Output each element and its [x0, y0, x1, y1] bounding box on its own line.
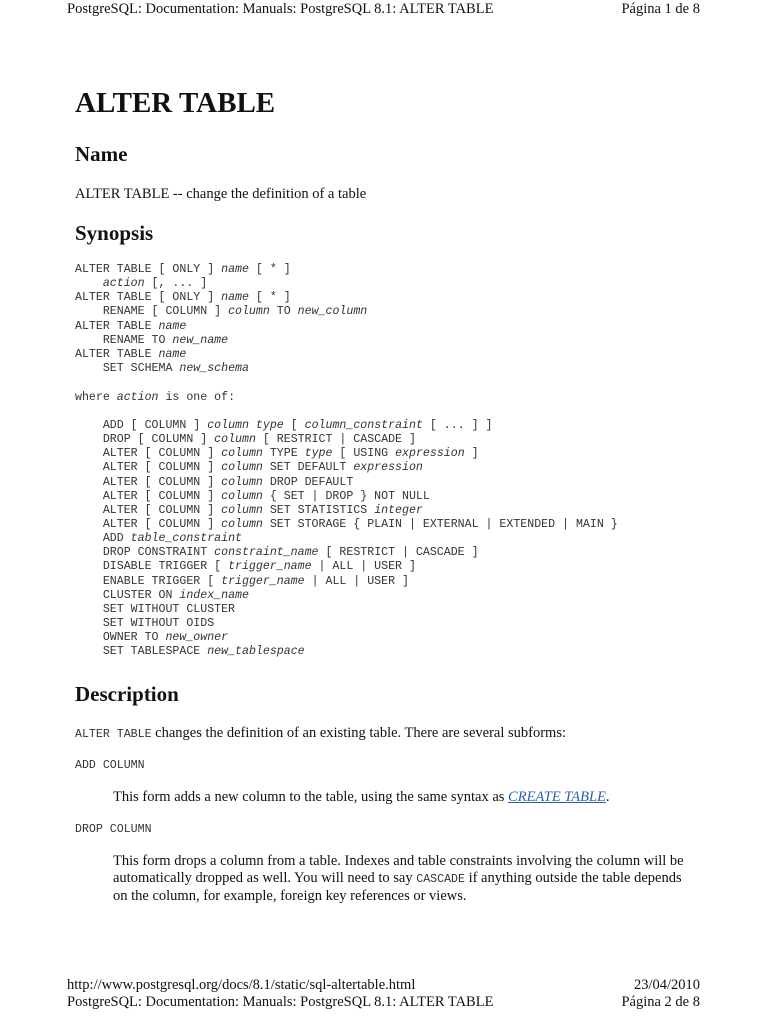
- code-placeholder: action: [102, 277, 145, 291]
- drop-column-definition: [113, 853, 698, 905]
- code-text: ALTER [ COLUMN ]: [75, 517, 222, 531]
- action-line: [75, 560, 618, 574]
- code-text: ALTER TABLE [ ONLY ]: [75, 263, 222, 276]
- code-text: ALTER [ COLUMN ]: [75, 447, 222, 461]
- code-placeholder: name: [221, 291, 249, 305]
- description-intro: [75, 725, 566, 743]
- code-text: ADD [ COLUMN ]: [75, 419, 208, 432]
- code-placeholder: expression: [395, 447, 465, 461]
- action-line: [75, 546, 618, 560]
- code-text: [ * ]: [248, 263, 291, 276]
- synopsis-line: [75, 348, 367, 362]
- synopsis-heading: Synopsis: [75, 221, 154, 245]
- code-text: [: [283, 419, 305, 432]
- code-text: SET WITHOUT OIDS: [75, 616, 215, 630]
- add-column-text: This form adds a new column to the table, using the same syntax as: [113, 789, 509, 805]
- footer-page-indicator: Página 2 de 8: [621, 994, 700, 1010]
- code-text: RENAME TO: [75, 333, 173, 347]
- description-heading: Description: [75, 682, 179, 706]
- action-line: [75, 419, 618, 433]
- name-text: ALTER TABLE -- change the definition of a table: [75, 186, 367, 202]
- code-placeholder: trigger_name: [228, 560, 312, 574]
- synopsis-where-line: [75, 391, 235, 405]
- synopsis-line: [75, 263, 367, 277]
- synopsis-line: [75, 305, 367, 319]
- synopsis-line: [75, 277, 367, 291]
- code-text: where: [75, 391, 117, 404]
- code-placeholder: column: [221, 461, 263, 475]
- term-add-column: ADD COLUMN: [75, 759, 145, 772]
- code-placeholder: column: [207, 419, 249, 432]
- action-line: [75, 617, 618, 631]
- code-text: ALTER TABLE: [75, 319, 159, 333]
- footer-date: 23/04/2010: [633, 977, 700, 993]
- code-placeholder: column: [221, 475, 263, 489]
- action-line: [75, 603, 618, 617]
- header-page-indicator: Página 1 de 8: [621, 1, 700, 17]
- code-text: ADD: [75, 532, 131, 546]
- action-line: [75, 490, 618, 504]
- code-placeholder: new_column: [297, 305, 368, 319]
- code-text: TYPE: [262, 447, 305, 461]
- synopsis-line: [75, 291, 367, 305]
- action-line: [75, 645, 618, 659]
- code-text: [, ... ]: [144, 277, 208, 291]
- code-placeholder: new_schema: [179, 361, 249, 375]
- code-placeholder: column_constraint: [304, 419, 423, 432]
- code-placeholder: action: [116, 391, 159, 404]
- page-title: ALTER TABLE: [75, 87, 276, 119]
- code-placeholder: new_name: [172, 333, 229, 347]
- synopsis-line: [75, 334, 367, 348]
- code-text: { SET | DROP } NOT NULL: [262, 489, 430, 503]
- code-placeholder: trigger_name: [221, 574, 305, 588]
- code-text: [75, 277, 103, 290]
- code-text: ]: [464, 447, 479, 461]
- code-placeholder: constraint_name: [214, 546, 319, 560]
- code-text: ALTER [ COLUMN ]: [75, 461, 222, 475]
- action-line: [75, 589, 618, 603]
- code-placeholder: column: [221, 517, 263, 531]
- code-text: | ALL | USER ]: [304, 574, 409, 588]
- action-line: [75, 447, 618, 461]
- action-line: [75, 461, 618, 475]
- code-placeholder: new_tablespace: [207, 645, 305, 659]
- code-text: [ RESTRICT | CASCADE ]: [255, 433, 416, 447]
- action-line: [75, 575, 618, 589]
- code-text: DROP DEFAULT: [262, 475, 354, 489]
- code-text: RENAME [ COLUMN ]: [75, 305, 229, 319]
- code-text: ALTER TABLE [ ONLY ]: [75, 291, 222, 305]
- name-heading: Name: [75, 142, 128, 166]
- code-placeholder: column: [228, 305, 270, 319]
- code-text: [ RESTRICT | CASCADE ]: [318, 546, 479, 560]
- action-line: [75, 518, 618, 532]
- action-line: [75, 433, 618, 447]
- code-text: SET SCHEMA: [75, 361, 180, 375]
- code-text: is one of:: [158, 391, 236, 404]
- action-line: [75, 631, 618, 645]
- code-placeholder: expression: [353, 461, 423, 475]
- synopsis-line: [75, 320, 367, 334]
- code-placeholder: type: [304, 447, 333, 461]
- add-column-definition: [113, 789, 698, 806]
- synopsis-code-block: [75, 263, 367, 376]
- footer-url: http://www.postgresql.org/docs/8.1/static/sql-altertable.html: [67, 977, 416, 993]
- code-text: [249, 419, 256, 432]
- description-intro-text: changes the definition of an existing table. There are several subforms:: [151, 725, 566, 741]
- synopsis-actions-block: [75, 419, 618, 659]
- drop-column-text-end: if anything outside the table depends on the column, for example, foreign key references or views.: [113, 870, 682, 904]
- header-doc-title: PostgreSQL: Documentation: Manuals: PostgreSQL 8.1: ALTER TABLE: [67, 1, 494, 17]
- cascade-inline-code: CASCADE: [416, 873, 465, 886]
- code-text: ENABLE TRIGGER [: [75, 574, 222, 588]
- code-placeholder: type: [255, 419, 284, 432]
- term-drop-column: DROP COLUMN: [75, 823, 152, 836]
- drop-column-text: This form drops a column from a table. Indexes and table constraints involving the column will be automatically dropped as well. You will need to say: [113, 853, 684, 886]
- footer-doc-title: PostgreSQL: Documentation: Manuals: PostgreSQL 8.1: ALTER TABLE: [67, 994, 494, 1010]
- code-text: SET WITHOUT CLUSTER: [75, 602, 236, 616]
- code-text: DISABLE TRIGGER [: [75, 560, 229, 574]
- code-placeholder: new_owner: [165, 631, 229, 645]
- code-text: | ALL | USER ]: [311, 560, 416, 574]
- code-placeholder: name: [158, 347, 187, 361]
- code-placeholder: column: [221, 503, 263, 517]
- code-text: [ USING: [332, 447, 396, 461]
- code-text: ALTER [ COLUMN ]: [75, 503, 222, 517]
- action-line: [75, 532, 618, 546]
- code-text: SET DEFAULT: [262, 461, 354, 475]
- where-line: [75, 391, 235, 405]
- code-placeholder: table_constraint: [130, 532, 242, 546]
- code-placeholder: column: [214, 433, 256, 447]
- code-placeholder: column: [221, 447, 263, 461]
- code-text: SET STATISTICS: [262, 503, 375, 517]
- code-placeholder: name: [158, 319, 187, 333]
- code-text: [ * ]: [248, 291, 291, 305]
- inline-code: ALTER TABLE: [75, 728, 152, 741]
- code-text: ALTER TABLE: [75, 347, 159, 361]
- code-text: DROP [ COLUMN ]: [75, 433, 215, 447]
- add-column-text-end: .: [605, 789, 610, 805]
- action-line: [75, 504, 618, 518]
- code-text: ALTER [ COLUMN ]: [75, 489, 222, 503]
- code-text: OWNER TO: [75, 631, 166, 645]
- code-placeholder: name: [221, 263, 249, 276]
- code-text: SET TABLESPACE: [75, 645, 208, 659]
- code-text: ALTER [ COLUMN ]: [75, 475, 222, 489]
- create-table-link[interactable]: CREATE TABLE: [508, 789, 606, 805]
- code-placeholder: column: [221, 489, 263, 503]
- action-line: [75, 476, 618, 490]
- code-text: CLUSTER ON: [75, 588, 180, 602]
- code-placeholder: index_name: [179, 588, 249, 602]
- code-text: TO: [269, 305, 298, 319]
- code-text: SET STORAGE { PLAIN | EXTERNAL | EXTENDED | MAIN }: [262, 517, 618, 531]
- code-placeholder: integer: [374, 503, 423, 517]
- code-text: [ ... ] ]: [422, 419, 493, 432]
- synopsis-line: [75, 362, 367, 376]
- code-text: DROP CONSTRAINT: [75, 546, 215, 560]
